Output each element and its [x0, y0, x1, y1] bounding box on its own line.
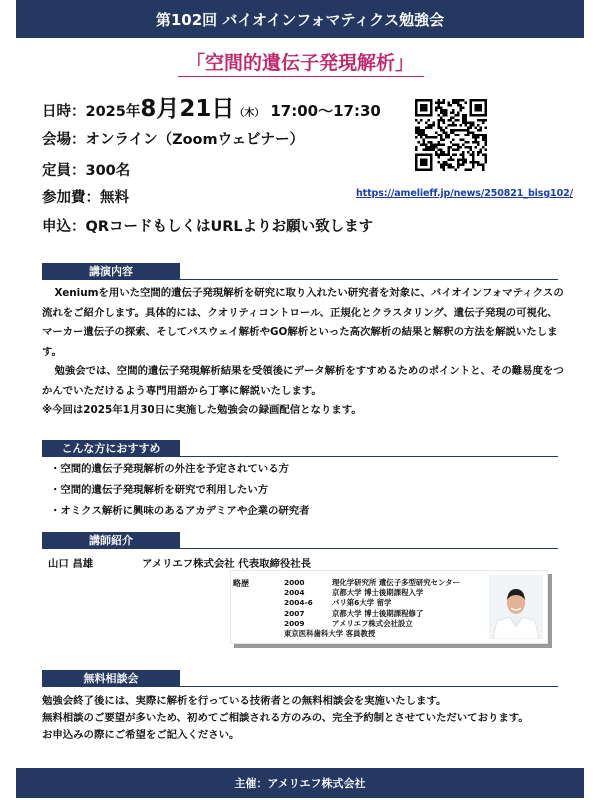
career-list: [284, 578, 460, 639]
lecture-note: ※今回は2025年1月30日に実施した勉強会の録画配信となります。: [42, 404, 362, 416]
lecture-paragraph-2: 勉強会では、空間的遺伝子発現解析結果を受領後にデータ解析をすすめるためのポイントと、その難易度をつかんでいただけるよう専門用語から丁寧に解説いたします。: [42, 365, 564, 397]
recommended-list: [50, 459, 310, 522]
speaker-career-box: [230, 570, 548, 644]
speaker-name: 山口 昌雄: [48, 558, 94, 570]
date-prefix: 日時：2025年: [42, 104, 141, 120]
event-capacity: 定員：300名: [42, 163, 131, 179]
qr-code[interactable]: [415, 99, 487, 171]
event-date: [42, 90, 381, 123]
career-row: [284, 609, 460, 619]
career-year: 2009: [284, 618, 305, 628]
career-year: 2004: [284, 588, 305, 598]
career-label: 略歴: [233, 579, 249, 588]
date-time: 17:00〜17:30: [270, 102, 381, 120]
career-year: 2000: [284, 578, 305, 587]
section-divider: [42, 279, 558, 280]
career-row: [284, 578, 460, 588]
event-venue: 会場：オンライン（Zoomウェビナー）: [42, 132, 305, 148]
list-item: ・オミクス解析に興味のあるアカデミアや企業の研究者: [50, 505, 310, 517]
consultation-line: 無料相談のご要望が多いため、初めてご相談される方のみの、完全予約制とさせていただいております。: [42, 712, 529, 725]
consultation-line: 勉強会終了後には、実際に解析を行っている技術者との無料相談会を実施いたします。: [42, 695, 447, 707]
organizer-text: 主催：アメリエフ株式会社: [234, 777, 366, 790]
section-divider: [42, 686, 558, 687]
career-year: 2007: [284, 608, 305, 618]
date-day: 8月21日: [140, 96, 235, 122]
title-underline: [178, 76, 424, 77]
career-row: [284, 629, 460, 639]
organizer-footer: [16, 768, 584, 798]
event-series-title: 第102回 バイオインフォマティクス勉強会: [155, 10, 445, 29]
career-text: アメリエフ株式会社設立: [332, 618, 413, 628]
event-apply: 申込：QRコードもしくはURLよりお願い致します: [42, 219, 374, 235]
career-text: パリ第6大学 留学: [332, 598, 392, 608]
career-row: [284, 619, 460, 629]
section-header-lecture: 講演内容: [42, 263, 180, 279]
career-year: 2004-6: [284, 598, 313, 608]
speaker-title: アメリエフ株式会社 代表取締役社長: [142, 558, 312, 570]
career-text: 京都大学 博士後期課程入学: [332, 588, 424, 598]
event-title: 「空間的遺伝子発現解析」: [185, 52, 414, 74]
career-row: [284, 588, 460, 598]
section-header-speaker: 講師紹介: [42, 532, 180, 548]
qr-code-icon: [415, 99, 487, 171]
date-weekday: （木）: [234, 108, 265, 119]
section-header-recommended: こんな方におすすめ: [42, 440, 180, 456]
career-row: [284, 598, 460, 608]
consultation-content: [42, 693, 566, 745]
section-divider: [42, 456, 558, 457]
career-text: 理化学研究所 遺伝子多型研究センター: [332, 578, 460, 587]
speaker-portrait-icon: [489, 575, 543, 639]
event-series-banner: [16, 0, 584, 38]
career-text: 京都大学 博士後期課程修了: [332, 608, 424, 618]
lecture-paragraph-1: Xeniumを用いた空間的遺伝子発現解析を研究に取り入れたい研究者を対象に、バイオインフォマティクスの流れをご紹介します。具体的には、クオリティコントロール、正規化とクラスタリング、遺伝子発現の可視化、マーカー遺伝子の探索、そしてパスウェイ解析やGO解析といった高次解析の結果と解釈の方法を解説いたします。: [42, 287, 564, 358]
list-item: ・空間的遺伝子発現解析の外注を予定されている方: [50, 463, 289, 475]
event-fee: 参加費：無料: [42, 190, 129, 206]
section-divider: [42, 548, 558, 549]
list-item: ・空間的遺伝子発現解析を研究で利用したい方: [50, 484, 269, 496]
speaker-photo: [489, 575, 543, 639]
consultation-line: お申込みの際にご希望をご記入ください。: [42, 729, 240, 742]
lecture-content: [42, 284, 566, 421]
career-text: 東京医科歯科大学 客員教授: [284, 628, 376, 638]
event-url-link[interactable]: https://amelieff.jp/news/250821_bisg102/: [356, 188, 573, 199]
section-header-consultation: 無料相談会: [42, 670, 180, 686]
